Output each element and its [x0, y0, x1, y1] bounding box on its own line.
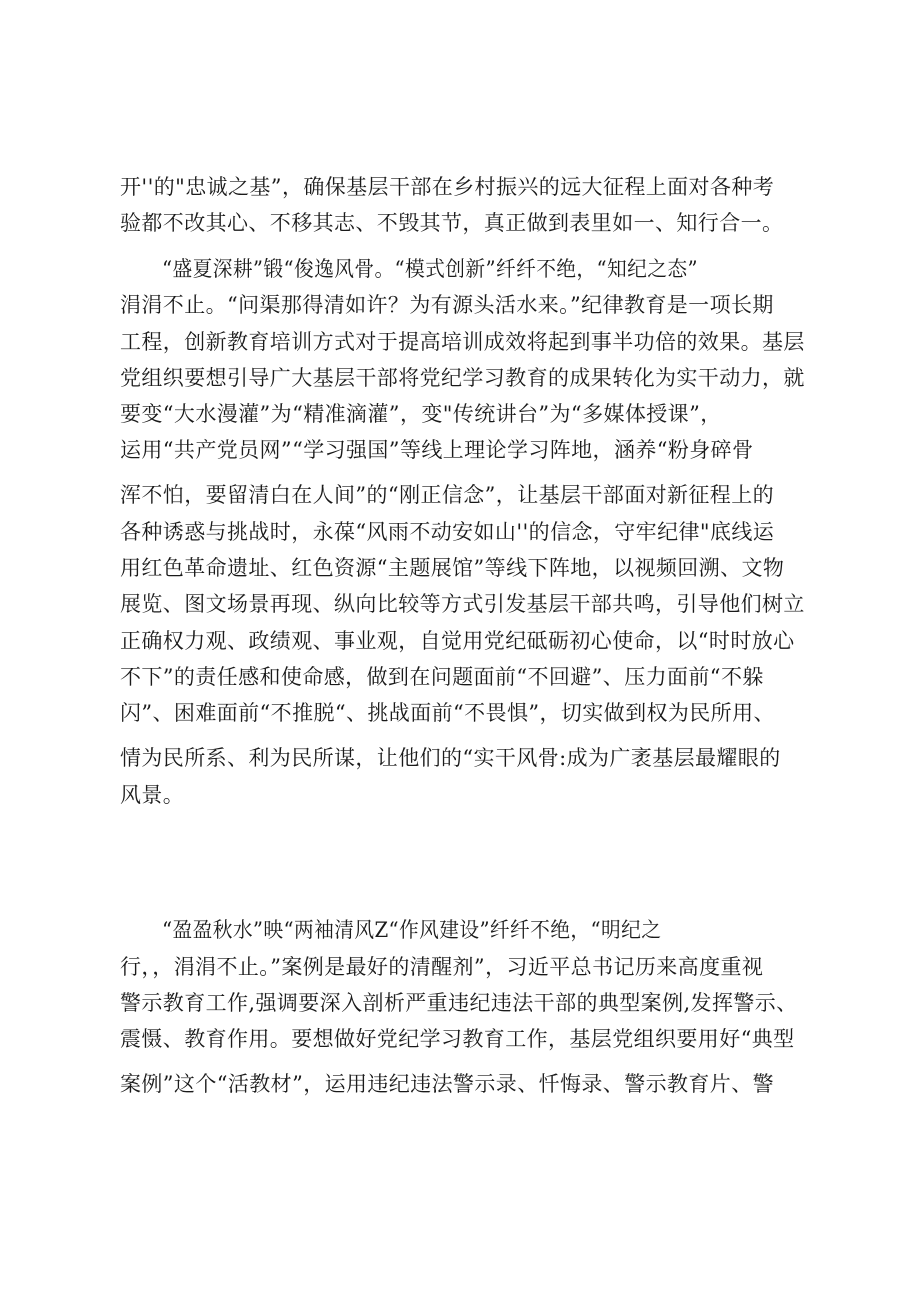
text-line: 运用“共产党员网”“学习强国”等线上理论学习阵地，涵养“粉身碎骨: [120, 438, 754, 462]
text-line: 验都不改其心、不移其志、不毁其节，真正做到表里如一、知行合一。: [120, 211, 784, 235]
text-line: 展览、图文场景再现、纵向比较等方式引发基层干部共鸣，引导他们树立: [120, 592, 805, 616]
text-line: 警示教育工作,强调要深入剖析严重违纪违法干部的典型案例,发挥警示、: [120, 991, 798, 1015]
text-line: 行，，涓涓不止。”案例是最好的清醒剂”，习近平总书记历来高度重视: [120, 955, 764, 979]
text-line: “盛夏深耕”锻“俊逸风骨。“模式创新”纤纤不绝，“知纪之态”: [162, 257, 698, 281]
text-line: “盈盈秋水”映“两袖清风Z“作风建设”纤纤不绝，“明纪之: [162, 918, 662, 942]
text-line: 震慑、教育作用。要想做好党纪学习教育工作，基层党组织要用好“典型: [120, 1027, 795, 1051]
text-line: 要变“大水漫灌”为“精准滴灌”，变"传统讲台”为“多媒体授课”，: [120, 402, 722, 426]
text-line: 各种诱惑与挑战时，永葆“风雨不动安如山''的信念，守牢纪律"底线运: [120, 520, 775, 544]
text-line: 开''的"忠诚之基”，确保基层干部在乡村振兴的远大征程上面对各种考: [120, 175, 775, 199]
text-line: 党组织要想引导广大基层干部将党纪学习教育的成果转化为实干动力，就: [120, 366, 805, 390]
text-line: 用红色革命遗址、红色资源“主题展馆”等线下阵地，以视频回溯、文物: [120, 556, 785, 580]
text-line: 案例”这个“活教材”，运用违纪违法警示录、忏悔录、警示教育片、警: [120, 1072, 775, 1096]
text-line: 风景。: [120, 783, 185, 807]
text-line: 正确权力观、政绩观、事业观，自觉用党纪砥砺初心使命，以“时时放心: [120, 629, 795, 653]
text-line: 闪”、困难面前“不推脱“、挑战面前“不畏惧”，切实做到权为民所用、: [120, 701, 775, 725]
text-line: 浑不怕，要留清白在人间”的“刚正信念”，让基层干部面对新征程上的: [120, 483, 775, 507]
text-line: 工程，创新教育培训方式对于提高培训成效将起到事半功倍的效果。基层: [120, 330, 805, 354]
text-line: 情为民所系、利为民所谋，让他们的“实干风骨:成为广袤基层最耀眼的: [120, 746, 781, 770]
text-line: 不下”的责任感和使命感，做到在问题面前“不回避”、压力面前“不躲: [120, 665, 764, 689]
text-line: 涓涓不止。“问渠那得清如许？为有源头活水来。”纪律教育是一项长期: [120, 293, 774, 317]
